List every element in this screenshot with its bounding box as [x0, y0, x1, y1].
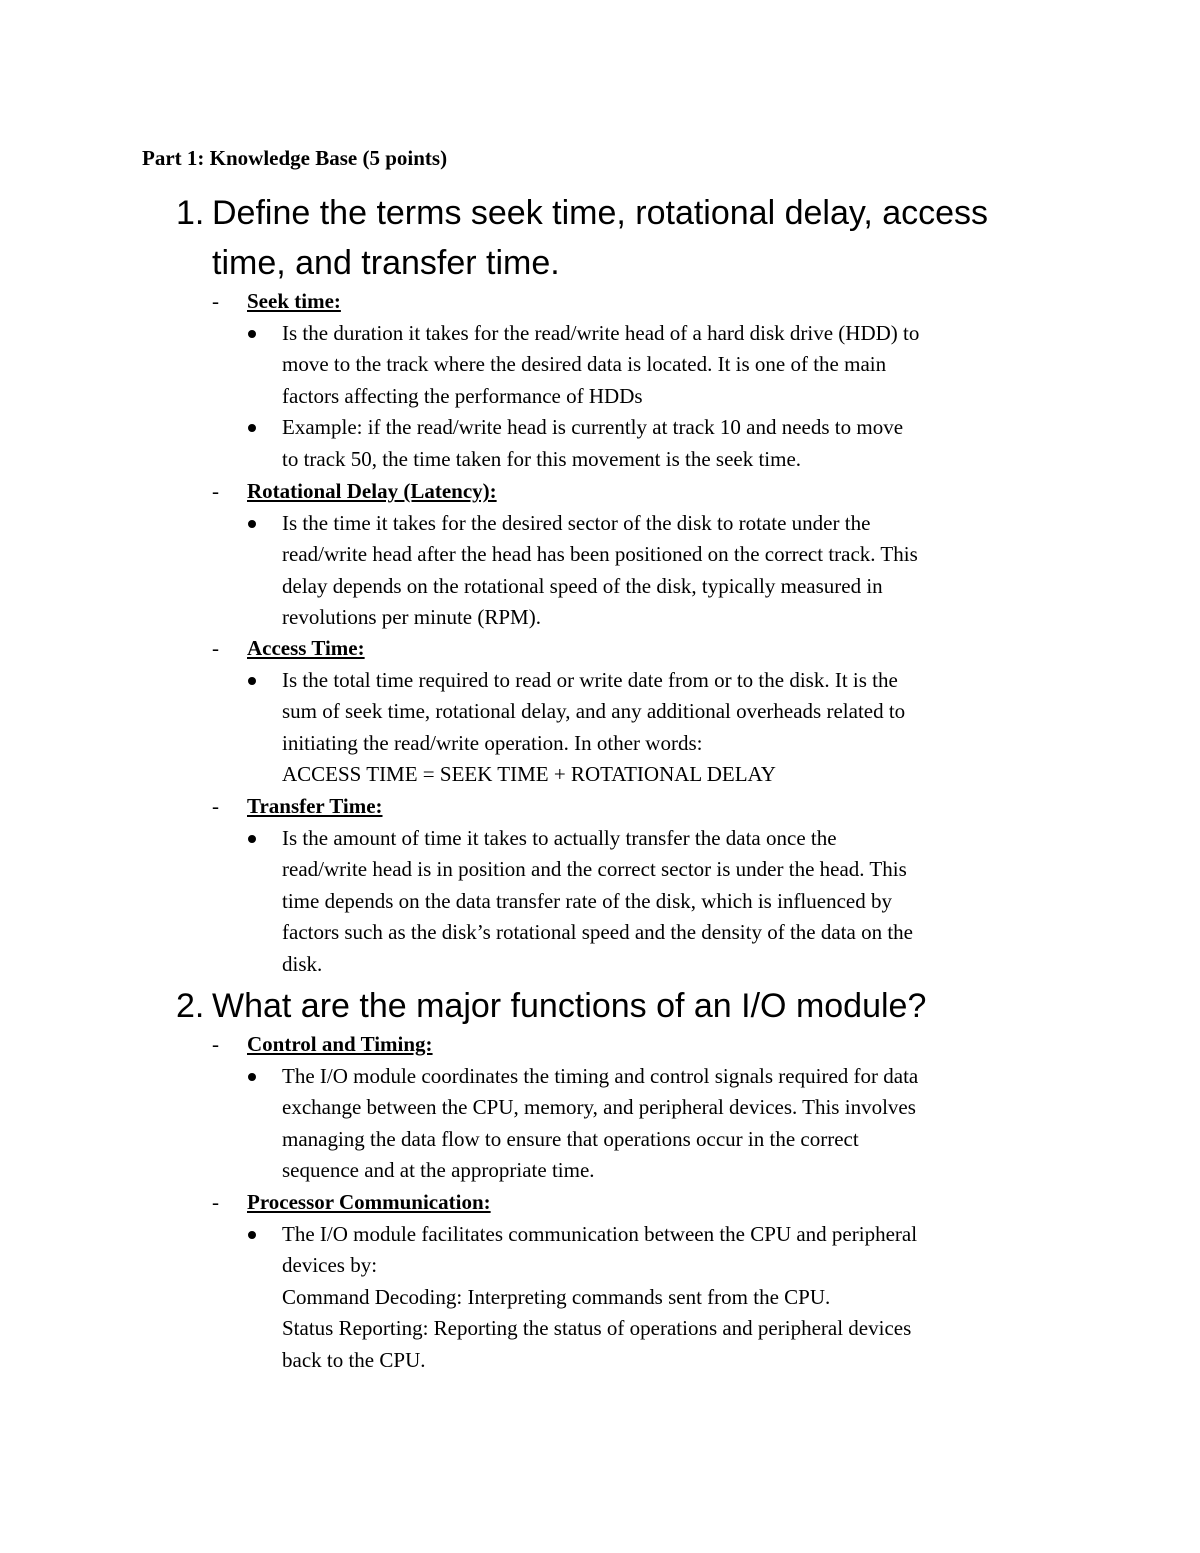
question-2: [176, 981, 1056, 1031]
bullet-line: disk.: [282, 951, 323, 976]
section-heading: Seek time:: [247, 289, 341, 313]
section-heading: Rotational Delay (Latency):: [247, 479, 497, 503]
bullet-line: Is the time it takes for the desired sector of the disk to rotate under the: [282, 510, 871, 535]
bullet-line: Example: if the read/write head is currently at track 10 and needs to move: [282, 415, 904, 439]
question-text: [212, 981, 1056, 1031]
section-header: [212, 1029, 1072, 1061]
question-text-line: time, and transfer time.: [212, 244, 560, 282]
question-text-line: Define the terms seek time, rotational delay, access: [212, 194, 989, 232]
section-header: [212, 476, 1072, 508]
bullet-line: Is the total time required to read or write date from or to the disk. It is the: [282, 667, 898, 692]
bullet-line: Command Decoding: Interpreting commands sent from the CPU.: [282, 1284, 831, 1309]
bullet-line: exchange between the CPU, memory, and peripheral devices. This involves: [282, 1095, 916, 1119]
bullet-item: [212, 508, 1062, 634]
bullet-dot-icon: [248, 835, 256, 843]
bullet-line: read/write head is in position and the correct sector is under the head. This: [282, 857, 907, 881]
section-header: [212, 1187, 1072, 1219]
bullet-line: to track 50, the time taken for this movement is the seek time.: [282, 446, 802, 471]
bullet-line: Is the amount of time it takes to actually transfer the data once the: [282, 825, 837, 850]
dash-marker: -: [212, 636, 219, 660]
section-heading: Access Time:: [247, 636, 365, 660]
question-text-line: What are the major functions of an I/O module?: [212, 987, 927, 1025]
section-seek-time: [212, 286, 1072, 475]
question-number: 1.: [176, 194, 205, 232]
dash-marker: -: [212, 1190, 219, 1214]
section-processor-communication: [212, 1187, 1072, 1376]
bullet-item: [212, 318, 1062, 413]
section-access-time: [212, 633, 1072, 791]
bullet-line: The I/O module facilitates communication between the CPU and peripheral: [282, 1221, 918, 1246]
bullet-line: move to the track where the desired data is located. It is one of the main: [282, 352, 887, 376]
bullet-item: [212, 823, 1062, 981]
section-heading: Transfer Time:: [247, 794, 383, 818]
bullet-line: delay depends on the rotational speed of the disk, typically measured in: [282, 573, 883, 598]
bullet-item: [212, 665, 1062, 791]
bullet-dot-icon: [248, 1231, 256, 1239]
bullet-item: [212, 412, 1062, 475]
bullet-line: read/write head after the head has been positioned on the correct track. This: [282, 542, 918, 566]
question-text: [212, 188, 1056, 288]
section-heading: Processor Communication:: [247, 1190, 491, 1214]
bullet-dot-icon: [248, 520, 256, 528]
bullet-line: revolutions per minute (RPM).: [282, 605, 541, 629]
bullet-line: Status Reporting: Reporting the status of operations and peripheral devices: [282, 1316, 912, 1340]
bullet-line: time depends on the data transfer rate of the disk, which is influenced by: [282, 888, 892, 913]
dash-marker: -: [212, 794, 219, 818]
bullet-line: factors such as the disk’s rotational speed and the density of the data on the: [282, 920, 913, 944]
bullet-line: Is the duration it takes for the read/write head of a hard disk drive (HDD) to: [282, 320, 920, 345]
formula-line: ACCESS TIME = SEEK TIME + ROTATIONAL DELAY: [282, 762, 776, 786]
section-heading: Control and Timing:: [247, 1032, 433, 1056]
bullet-item: [212, 1061, 1062, 1187]
bullet-line: initiating the read/write operation. In other words:: [282, 730, 703, 755]
section-header: [212, 791, 1072, 823]
bullet-line: factors affecting the performance of HDDs: [282, 383, 643, 408]
section-header: [212, 633, 1072, 665]
part-title: Part 1: Knowledge Base (5 points): [142, 146, 448, 170]
dash-marker: -: [212, 1032, 219, 1056]
bullet-line: managing the data flow to ensure that operations occur in the correct: [282, 1126, 859, 1151]
dash-marker: -: [212, 479, 219, 503]
bullet-dot-icon: [248, 1073, 256, 1081]
bullet-line: sum of seek time, rotational delay, and any additional overheads related to: [282, 699, 906, 723]
bullet-line: devices by:: [282, 1253, 378, 1277]
bullet-line: sequence and at the appropriate time.: [282, 1158, 595, 1182]
bullet-item: [212, 1219, 1062, 1377]
bullet-dot-icon: [248, 677, 256, 685]
section-transfer-time: [212, 791, 1072, 980]
section-control-and-timing: [212, 1029, 1072, 1187]
section-rotational-delay: [212, 476, 1072, 634]
question-1: [176, 188, 1056, 288]
bullet-dot-icon: [248, 424, 256, 432]
bullet-line: back to the CPU.: [282, 1347, 426, 1372]
bullet-dot-icon: [248, 330, 256, 338]
bullet-line: The I/O module coordinates the timing and control signals required for data: [282, 1063, 919, 1088]
dash-marker: -: [212, 289, 219, 313]
section-header: [212, 286, 1072, 318]
question-number: 2.: [176, 987, 205, 1025]
